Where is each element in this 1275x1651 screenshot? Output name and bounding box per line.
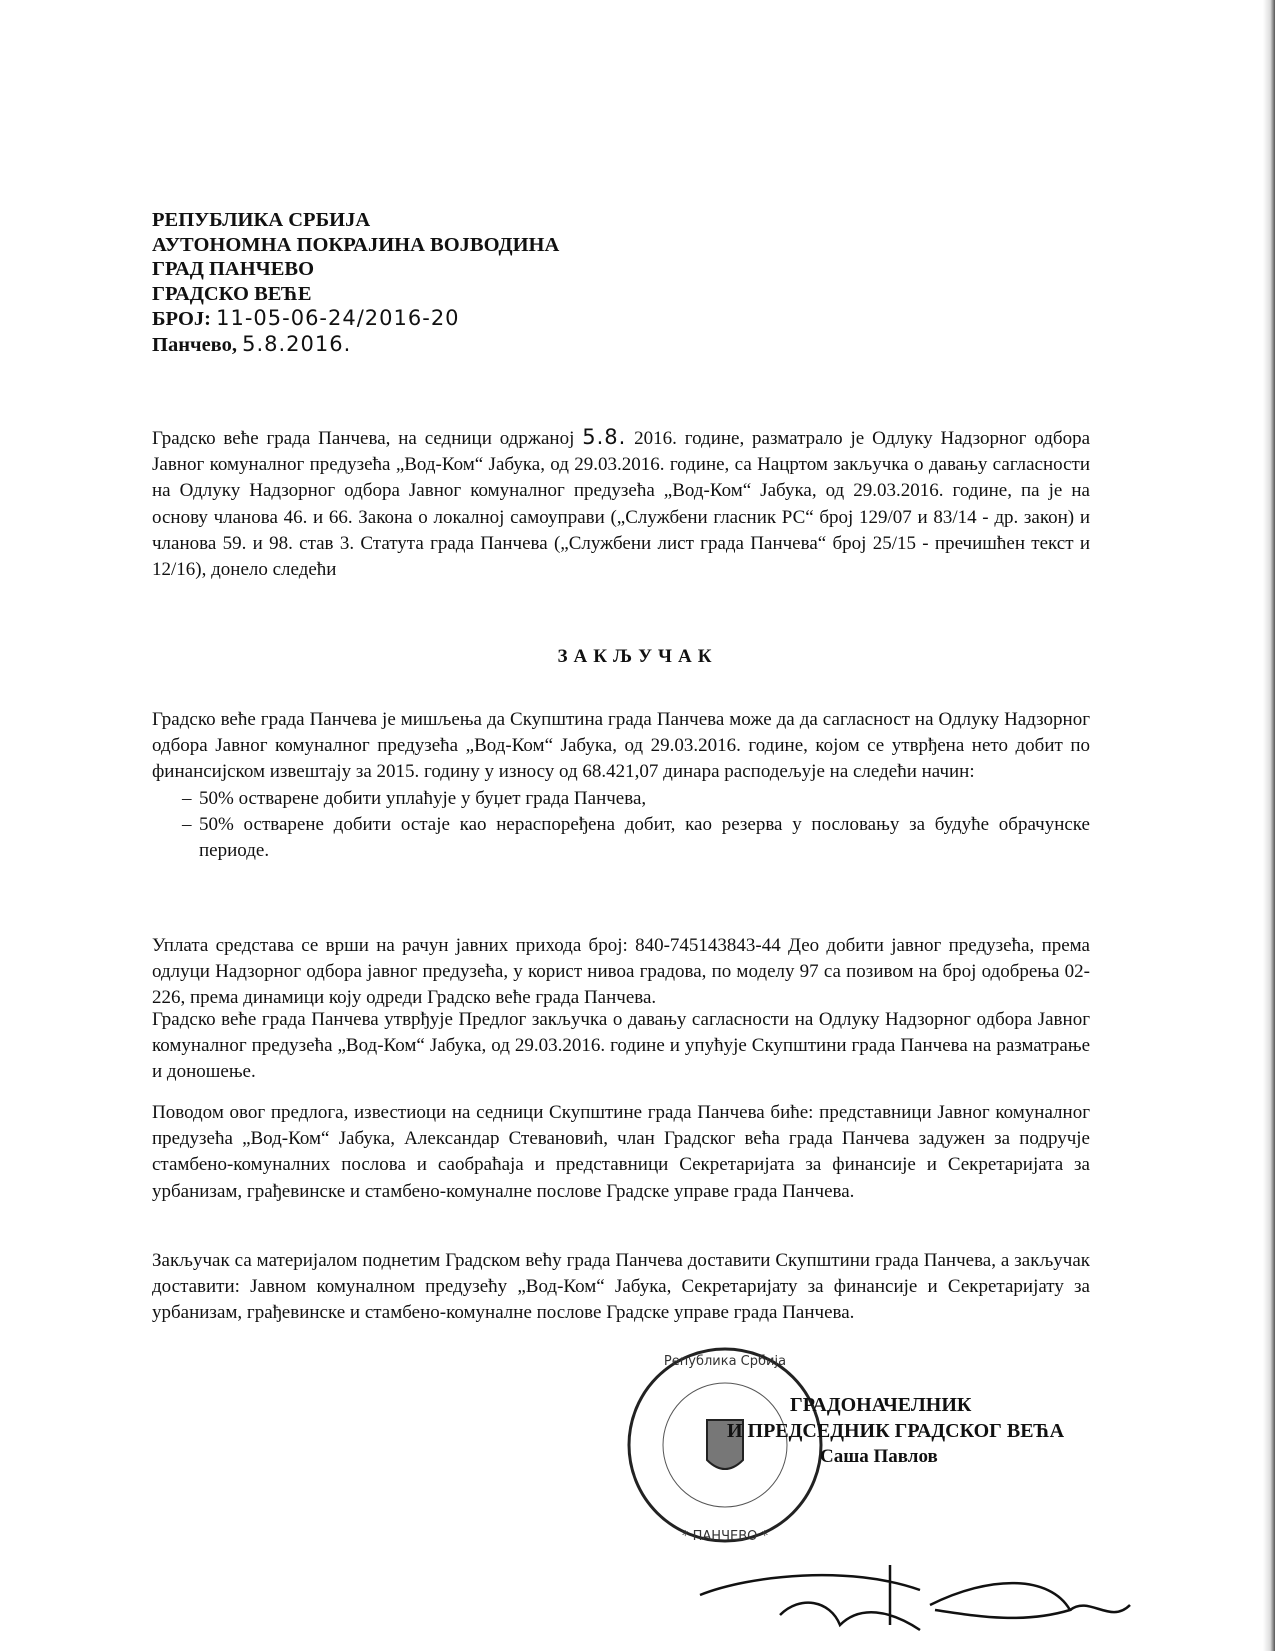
official-stamp xyxy=(615,1335,835,1555)
date-handwritten: 5.8.2016. xyxy=(242,331,352,356)
distribution-list xyxy=(152,786,1090,865)
letterhead xyxy=(152,208,559,357)
handwritten-signature xyxy=(690,1555,1170,1645)
rapporteurs-paragraph: Поводом овог предлога, известиоци на седници Скупштине града Панчева биће: представници Јавног комуналног предузећа „Вод-Ком“ Јабука, Александар Стевановић, члан Градског већа града Панчева задужен за подручје стамбено-комуналних послова и саобраћаја и представници Секретаријата за финансије и Секретаријата за урбанизам, грађевинске и стамбено-комуналне послове Градске управе града Панчева. xyxy=(152,1102,1090,1202)
list-item: – 50% остварене добити уплаћује у буџет града Панчева, xyxy=(152,786,1090,812)
document-title: ЗАКЉУЧАК xyxy=(557,646,718,667)
list-item: – 50% остварене добити остаје као нераспоређена добит, као резерва у пословању за будуће обрачунске периоде. xyxy=(152,812,1090,864)
intro-text: Градско веће града Панчева, на седници одржаној xyxy=(152,428,575,449)
svg-text:* ПАНЧЕВО *: * ПАНЧЕВО * xyxy=(682,1529,768,1544)
letterhead-line: ГРАД ПАНЧЕВО xyxy=(152,258,315,280)
signatory-name: Саша Павлов xyxy=(820,1446,938,1467)
intro-text: 2016. године, разматрало је Одлуку Надзорног одбора Јавног комуналног предузећа „Вод-Ком“ Јабука, од 29.03.2016. године, са Нацртом закључка о давању сагласности на Одлуку Надзорног одбора Јавног комуналног предузећа „Вод-Ком“ Јабука, од 29.03.2016. године, па је на основу чланова 46. и 66. Закона о локалној самоуправи („Службени гласник РС“ број 129/07 и 83/14 - др. закон) и чланова 59. и 98. став 3. Статута града Панчева („Службени лист града Панчева“ број 25/15 - пречишћен текст и 12/16), донело следећи xyxy=(152,428,1090,581)
letterhead-line: РЕПУБЛИКА СРБИЈА xyxy=(152,209,371,231)
document-date xyxy=(152,332,559,358)
letterhead-line: ГРАДСКО ВЕЋЕ xyxy=(152,282,312,305)
number-label: БРОЈ: xyxy=(152,308,211,330)
place-label: Панчево, xyxy=(152,333,237,356)
signatory-title-1: ГРАДОНАЧЕЛНИК xyxy=(790,1394,972,1416)
number-handwritten: 11-05-06-24/2016-20 xyxy=(216,306,460,330)
proposal-paragraph: Градско веће града Панчева утврђује Предлог закључка о давању сагласности на Одлуку Надзорног одбора Јавног комуналног предузећа „Вод-Ком“ Јабука, од 29.03.2016. године и упућује Скупштини града Панчева на разматрање и доношење. xyxy=(152,1009,1090,1083)
svg-text:Република Србија: Република Србија xyxy=(663,1354,787,1369)
paragraph-text: Градско веће града Панчева је мишљења да Скупштина града Панчева може да да сагласност на Одлуку Надзорног одбора Јавног комуналног предузећа „Вод-Ком“ Јабука, од 29.03.2016. године, којом се утврђена нето добит по финансијском извештају за 2015. годину у износу од 68.421,07 динара расподељује на следећи начин: xyxy=(152,709,1090,783)
letterhead-line: АУТОНОМНА ПОКРАЈИНА ВОЈВОДИНА xyxy=(152,233,560,256)
scan-edge xyxy=(1263,0,1275,1651)
delivery-paragraph: Закључак са материјалом поднетим Градском већу града Панчева доставити Скупштини града Панчева, а закључак доставити: Јавном комуналном предузећу „Вод-Ком“ Јабука, Секретаријату за финансије и Секретаријату за урбанизам, грађевинске и стамбено-комуналне послове Градске управе града Панчева. xyxy=(152,1250,1090,1324)
document-number xyxy=(152,306,559,332)
conclusion-paragraph-1 xyxy=(152,707,1090,864)
session-date-handwritten: 5.8. xyxy=(582,425,627,449)
intro-paragraph xyxy=(152,424,1090,583)
payment-paragraph: Уплата средстава се врши на рачун јавних прихода број: 840-745143843-44 Део добити јавног предузећа, према одлуци Надзорног одбора јавног предузећа, у корист нивоа градова, по моделу 97 са позивом на број одобрења 02-226, према динамици коју одреди Градско веће града Панчева. xyxy=(152,935,1090,1009)
signatory-title-2: И ПРЕДСЕДНИК ГРАДСКОГ ВЕЋА xyxy=(727,1420,1065,1442)
